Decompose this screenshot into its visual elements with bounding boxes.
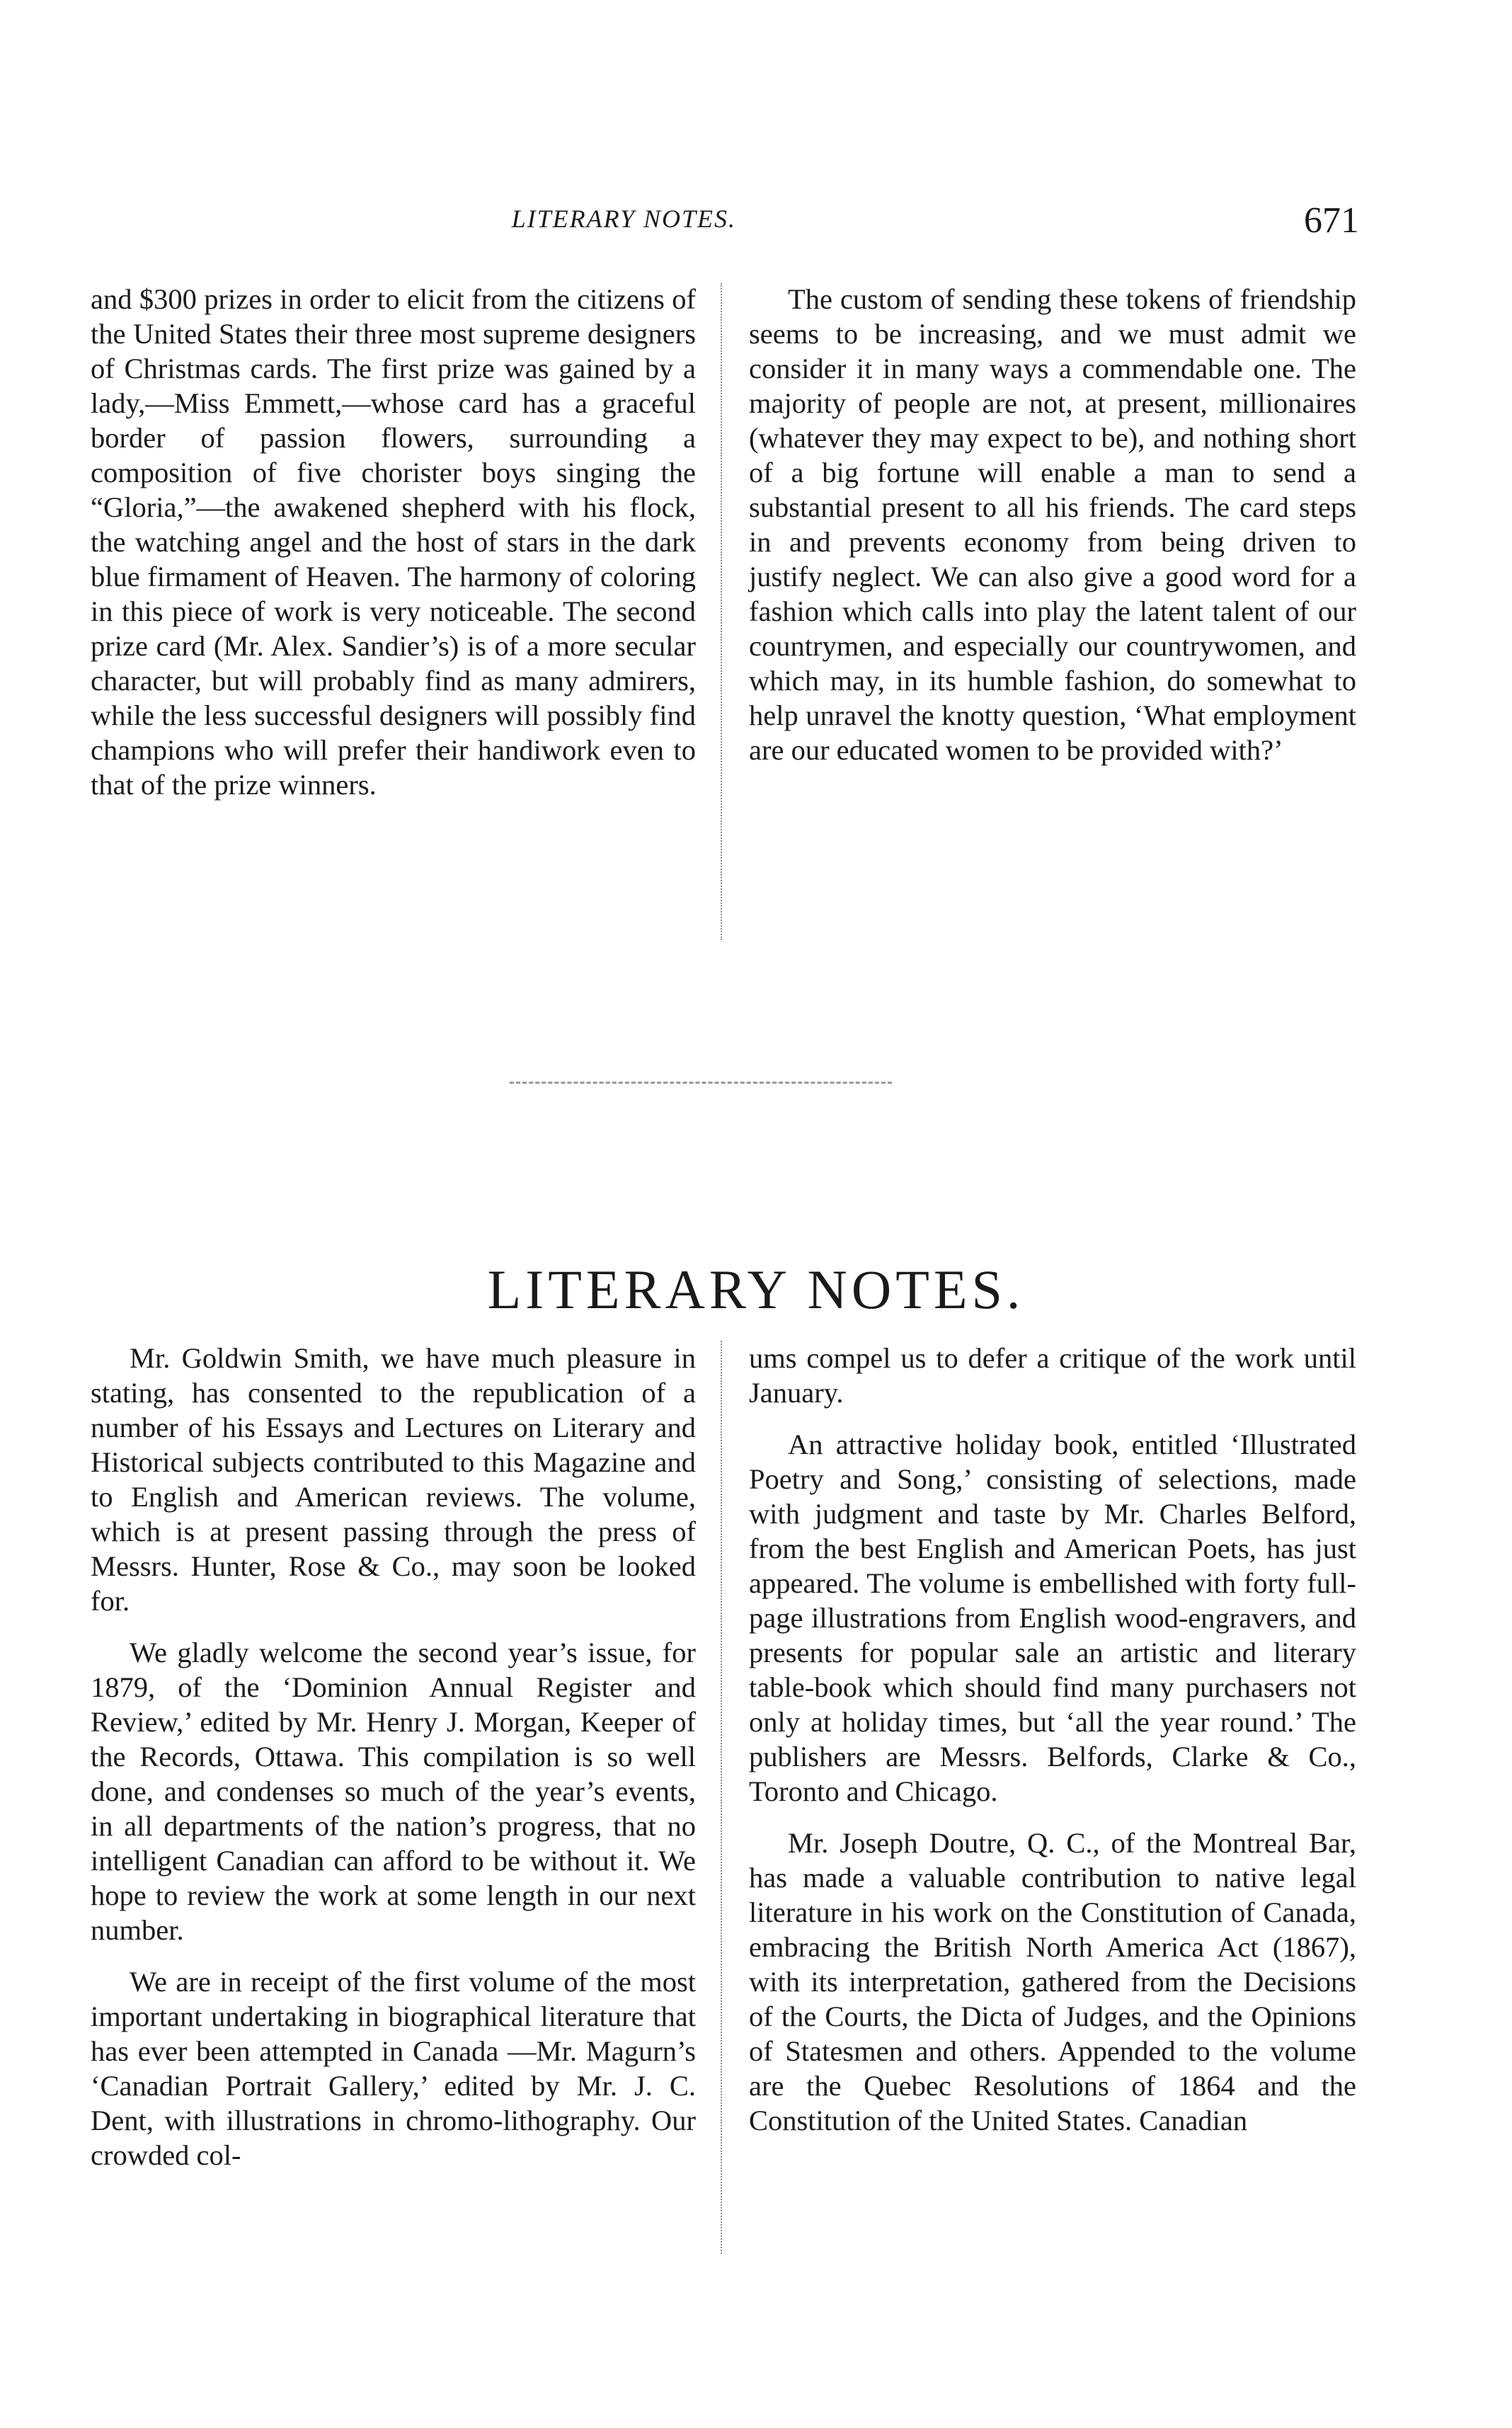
section-title: LITERARY NOTES. bbox=[487, 1259, 1025, 1321]
section-separator-rule bbox=[510, 1082, 892, 1084]
paragraph: We are in receipt of the first volume of the most important undertaking in biographical literature that has ever been attempted in Canada —Mr. Magurn’s ‘Canadian Portrait Gallery,’ edited by Mr. J. C. Dent, with illustrations in chromo-lithography. Our crowded col- bbox=[91, 1966, 696, 2171]
bottom-right-column bbox=[749, 1341, 1356, 2138]
paragraph: Mr. Goldwin Smith, we have much pleasure in stating, has consented to the republication of a number of his Essays and Lectures on Literary and Historical subjects contributed to this Magazine and to English and American reviews. The volume, which is at present passing through the press of Messrs. Hunter, Rose & Co., may soon be looked for. bbox=[91, 1342, 696, 1617]
paragraph: An attractive holiday book, entitled ‘Illustrated Poetry and Song,’ consisting of selections, made with judgment and taste by Mr. Charles Belford, from the best English and American Poets, has just appeared. The volume is embellished with forty full-page illustrations from English wood-engravers, and presents for popular sale an artistic and literary table-book which should find many purchasers not only at holiday times, but ‘all the year round.’ The publishers are Messrs. Belfords, Clarke & Co., Toronto and Chicago. bbox=[749, 1428, 1356, 1807]
top-right-column bbox=[749, 282, 1356, 767]
paragraph: Mr. Joseph Doutre, Q. C., of the Montreal Bar, has made a valuable contribution to native legal literature in his work on the Constitution of Canada, embracing the British North America Act (1867), with its interpretation, gathered from the Decisions of the Courts, the Dicta of Judges, and the Opinions of Statesmen and others. Appended to the volume are the Quebec Resolutions of 1864 and the Constitution of the United States. Canadian bbox=[749, 1827, 1356, 2136]
column-divider bbox=[721, 283, 722, 940]
running-header: LITERARY NOTES. bbox=[511, 205, 736, 233]
paragraph: and $300 prizes in order to elicit from the citizens of the United States their three most supreme designers of Christmas cards. The first prize was gained by a lady,—Miss Emmett,—whose card has a graceful border of passion flowers, surrounding a composition of five chorister boys singing the “Gloria,”—the awakened shepherd with his flock, the watching angel and the host of stars in the dark blue firmament of Heaven. The harmony of coloring in this piece of work is very noticeable. The second prize card (Mr. Alex. Sandier’s) is of a more secular character, but will probably find as many admirers, while the less successful designers will possibly find champions who will prefer their handiwork even to that of the prize winners. bbox=[91, 283, 696, 801]
page-number: 671 bbox=[1304, 200, 1359, 241]
column-divider bbox=[721, 1341, 722, 2254]
paragraph: We gladly welcome the second year’s issue, for 1879, of the ‘Dominion Annual Register and Review,’ edited by Mr. Henry J. Morgan, Keeper of the Records, Ottawa. This compilation is so well done, and condenses so much of the year’s events, in all departments of the nation’s progress, that no intelligent Canadian can afford to be without it. We hope to review the work at some length in our next number. bbox=[91, 1637, 696, 1946]
bottom-left-column bbox=[91, 1341, 696, 2172]
top-left-column bbox=[91, 282, 696, 802]
paragraph: ums compel us to defer a critique of the work until January. bbox=[749, 1342, 1356, 1409]
paragraph: The custom of sending these tokens of friendship seems to be increasing, and we must admit we consider it in many ways a commendable one. The majority of people are not, at present, millionaires (whatever they may expect to be), and nothing short of a big fortune will enable a man to send a substantial present to all his friends. The card steps in and prevents economy from being driven to justify neglect. We can also give a good word for a fashion which calls into play the latent talent of our countrymen, and especially our countrywomen, and which may, in its humble fashion, do somewhat to help unravel the knotty question, ‘What employment are our educated women to be provided with?’ bbox=[749, 283, 1356, 766]
